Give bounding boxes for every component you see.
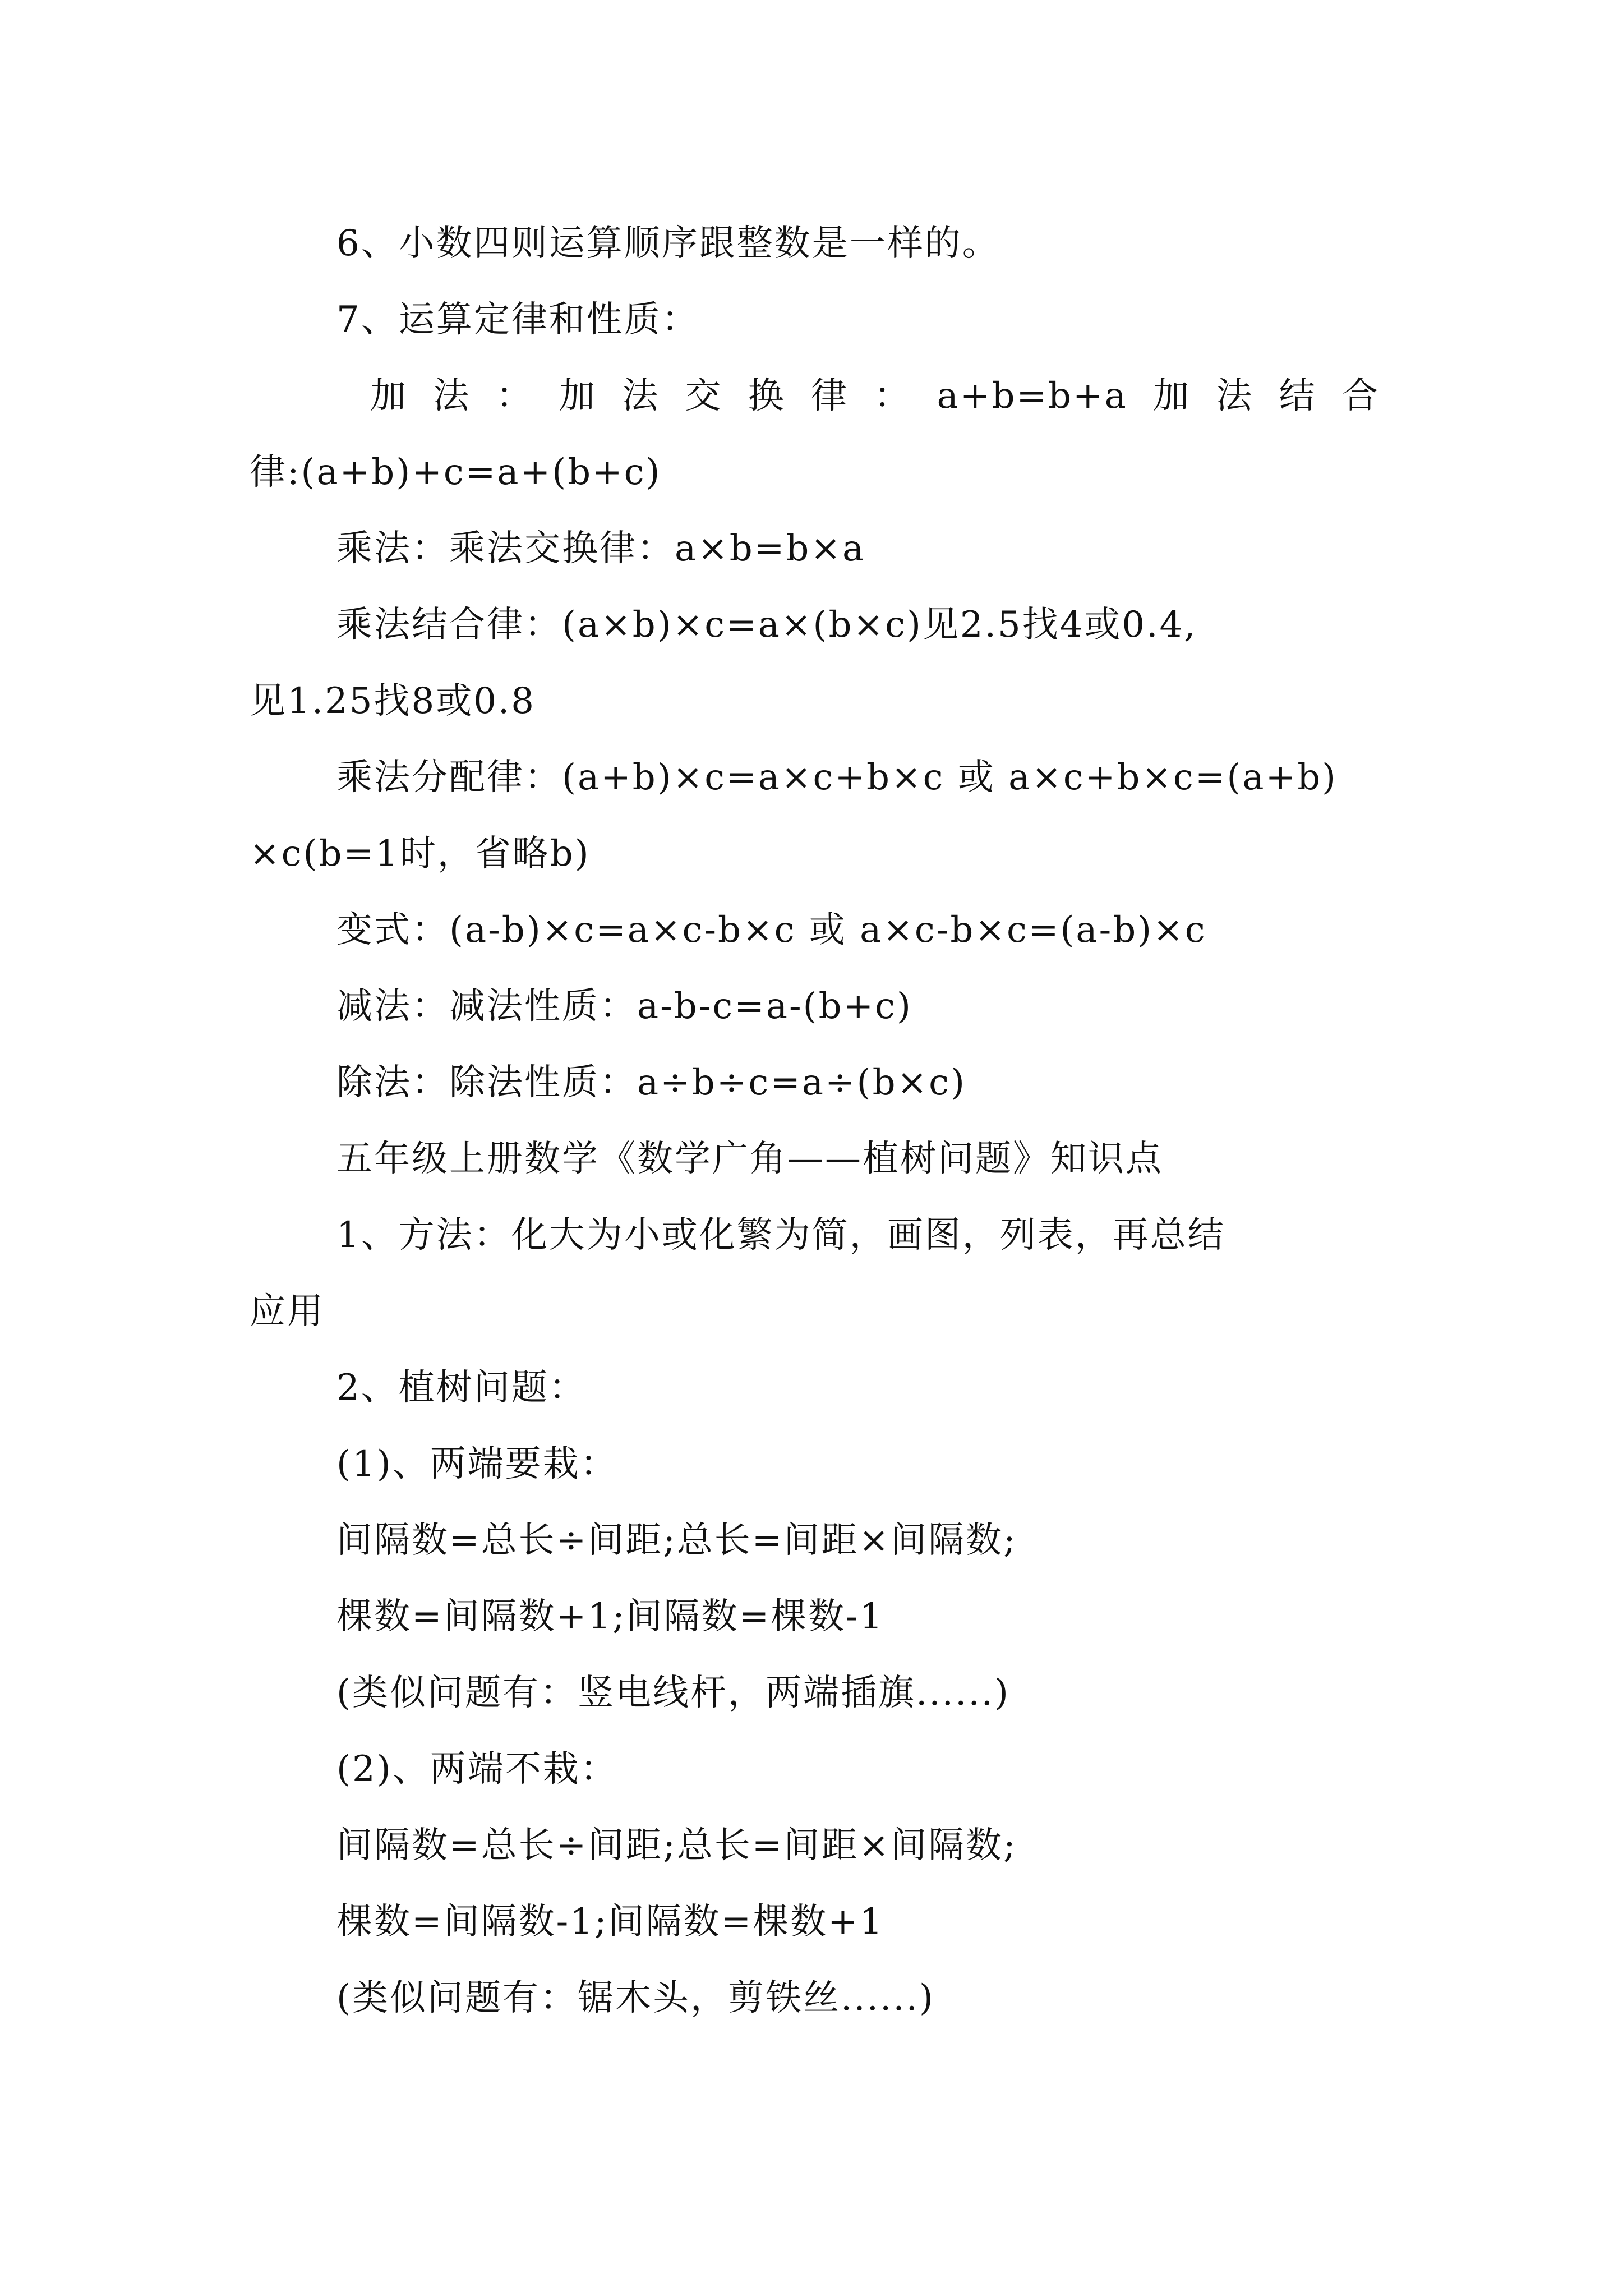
text-line-7: 见1.25找8或0.8 — [250, 680, 536, 722]
text-line-23: 棵数=间隔数-1;间隔数=棵数+1 — [336, 1901, 884, 1943]
text-line-18: 间隔数=总长÷间距;总长=间距×间隔数; — [336, 1520, 1017, 1561]
token: 合 — [1341, 375, 1380, 417]
text-line-5: 乘法：乘法交换律：a×b=b×a — [336, 528, 866, 569]
token: ： — [496, 375, 534, 417]
text-line-8: 乘法分配律：(a+b)×c=a×c+b×c 或 a×c+b×c=(a+b) — [336, 757, 1338, 798]
token: 交 — [685, 375, 723, 417]
text-line-11: 减法：减法性质：a-b-c=a-(b+c) — [336, 986, 912, 1027]
text-line-16: 2、植树问题： — [336, 1367, 587, 1409]
text-line-22: 间隔数=总长÷间距;总长=间距×间隔数; — [336, 1825, 1017, 1866]
token: 法 — [622, 375, 660, 417]
text-line-3 — [370, 372, 1380, 420]
token: ： — [874, 375, 912, 417]
token: 结 — [1279, 375, 1317, 417]
text-line-4: 律:(a+b)+c=a+(b+c) — [250, 452, 662, 493]
token: 法 — [433, 375, 471, 417]
text-line-19: 棵数=间隔数+1;间隔数=棵数-1 — [336, 1596, 884, 1637]
token: 加 — [370, 375, 408, 417]
text-line-15: 应用 — [250, 1291, 325, 1332]
token: a+b=b+a — [937, 375, 1128, 417]
token: 换 — [748, 375, 786, 417]
text-line-1: 6、小数四则运算顺序跟整数是一样的。 — [336, 223, 1000, 264]
text-line-2: 7、运算定律和性质： — [336, 299, 699, 341]
token: 法 — [1216, 375, 1254, 417]
token: 加 — [559, 375, 597, 417]
text-line-21: (2)、两端不栽： — [336, 1749, 618, 1790]
text-line-24: (类似问题有：锯木头，剪铁丝......) — [336, 1977, 935, 2019]
text-line-6: 乘法结合律：(a×b)×c=a×(b×c)见2.5找4或0.4, — [336, 604, 1197, 646]
text-line-14: 1、方法：化大为小或化繁为简，画图，列表，再总结 — [336, 1214, 1225, 1256]
token: 律 — [811, 375, 849, 417]
text-line-10: 变式：(a-b)×c=a×c-b×c 或 a×c-b×c=(a-b)×c — [336, 909, 1207, 951]
text-line-20: (类似问题有：竖电线杆，两端插旗......) — [336, 1672, 1010, 1714]
token: 加 — [1153, 375, 1191, 417]
text-line-17: (1)、两端要栽： — [336, 1443, 618, 1485]
text-line-9: ×c(b=1时，省略b) — [250, 833, 591, 875]
section-heading: 五年级上册数学《数学广角——植树问题》知识点 — [336, 1138, 1163, 1180]
text-line-12: 除法：除法性质：a÷b÷c=a÷(b×c) — [336, 1062, 966, 1103]
